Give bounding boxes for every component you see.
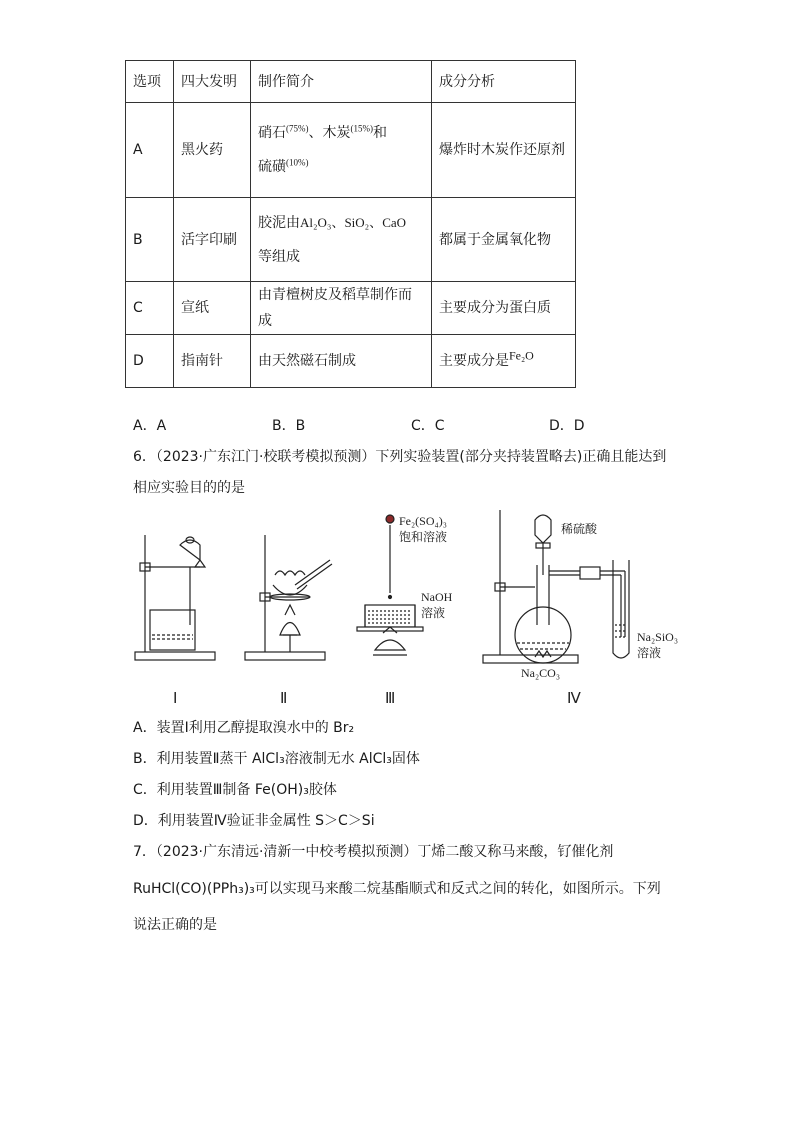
apparatus-iv bbox=[483, 510, 629, 663]
row-intro: 由青檀树皮及稻草制作而成 bbox=[251, 282, 432, 335]
row-option: A bbox=[126, 103, 174, 198]
row-intro: 硝石$^{(75\%)}$、木炭$^{(15\%)}$和 硫磺$^{(10\%)}$ bbox=[251, 103, 432, 198]
choice-d[interactable]: D．D bbox=[549, 418, 585, 434]
row-analysis: 爆炸时木炭作还原剂 bbox=[432, 103, 576, 198]
label-saturated-solution: 饱和溶液 bbox=[399, 530, 448, 544]
label-fe2so43: Fe₂(SO₄)₃ bbox=[399, 514, 447, 528]
q6-stem-line2: 相应实验目的的是 bbox=[133, 480, 245, 496]
label-apparatus-i: Ⅰ bbox=[173, 691, 178, 707]
q6-option-d[interactable]: D．利用装置Ⅳ验证非金属性 S＞C＞Si bbox=[133, 813, 375, 829]
label-apparatus-iii: Ⅲ bbox=[385, 691, 396, 707]
row-intro: 胶泥由Al₂O₃、SiO₂、CaO 等组成 bbox=[251, 198, 432, 282]
row-invention: 指南针 bbox=[174, 335, 251, 388]
header-invention: 四大发明 bbox=[174, 61, 251, 103]
q7-stem-line3: 说法正确的是 bbox=[133, 917, 217, 933]
table-row bbox=[126, 282, 576, 335]
row-analysis: 主要成分为蛋白质 bbox=[432, 282, 576, 335]
table-row bbox=[126, 335, 576, 388]
choice-a[interactable]: A．A bbox=[133, 418, 167, 434]
q6-option-a[interactable]: A．装置Ⅰ利用乙醇提取溴水中的 Br₂ bbox=[133, 720, 355, 736]
row-invention: 黑火药 bbox=[174, 103, 251, 198]
apparatus-i bbox=[135, 535, 215, 660]
label-apparatus-iv: Ⅳ bbox=[567, 691, 581, 707]
label-na2sio3-solution: 溶液 bbox=[637, 646, 662, 660]
choice-c[interactable]: C．C bbox=[411, 418, 445, 434]
header-analysis: 成分分析 bbox=[432, 61, 576, 103]
header-option: 选项 bbox=[126, 61, 174, 103]
q6-stem-line1: 6．（2023·广东江门·校联考模拟预测）下列实验装置(部分夹持装置略去)正确且能达到 bbox=[133, 449, 667, 465]
label-na2sio3: Na₂SiO₃ bbox=[637, 630, 679, 644]
label-dilute-sulfuric-acid: 稀硫酸 bbox=[561, 522, 598, 536]
row-analysis: 都属于金属氧化物 bbox=[432, 198, 576, 282]
options-table bbox=[125, 60, 576, 388]
choice-b[interactable]: B．B bbox=[272, 418, 306, 434]
row-option: C bbox=[126, 282, 174, 335]
row-invention: 宣纸 bbox=[174, 282, 251, 335]
q6-option-c[interactable]: C．利用装置Ⅲ制备 Fe(OH)₃胶体 bbox=[133, 782, 337, 798]
row-analysis: 主要成分是$^{Fe_2O}$ bbox=[432, 335, 576, 388]
row-option: B bbox=[126, 198, 174, 282]
q7-stem-line1: 7．（2023·广东清远·清新一中校考模拟预测）丁烯二酸又称马来酸，钌催化剂 bbox=[133, 844, 614, 860]
table-row bbox=[126, 103, 576, 198]
apparatus-figure bbox=[125, 505, 705, 710]
label-naoh: NaOH bbox=[421, 590, 453, 604]
label-apparatus-ii: Ⅱ bbox=[280, 691, 288, 707]
row-option: D bbox=[126, 335, 174, 388]
q7-stem-line2: RuHCl(CO)(PPh₃)₃可以实现马来酸二烷基酯顺式和反式之间的转化，如图所示。下列 bbox=[133, 881, 661, 897]
row-invention: 活字印刷 bbox=[174, 198, 251, 282]
q5-choices bbox=[133, 415, 693, 435]
q6-option-b[interactable]: B．利用装置Ⅱ蒸干 AlCl₃溶液制无水 AlCl₃固体 bbox=[133, 751, 420, 767]
apparatus-ii bbox=[245, 535, 332, 660]
header-intro: 制作简介 bbox=[251, 61, 432, 103]
table-row bbox=[126, 198, 576, 282]
label-naoh-solution: 溶液 bbox=[421, 606, 446, 620]
label-na2co3: Na₂CO₃ bbox=[521, 666, 561, 680]
row-intro: 由天然磁石制成 bbox=[251, 335, 432, 388]
